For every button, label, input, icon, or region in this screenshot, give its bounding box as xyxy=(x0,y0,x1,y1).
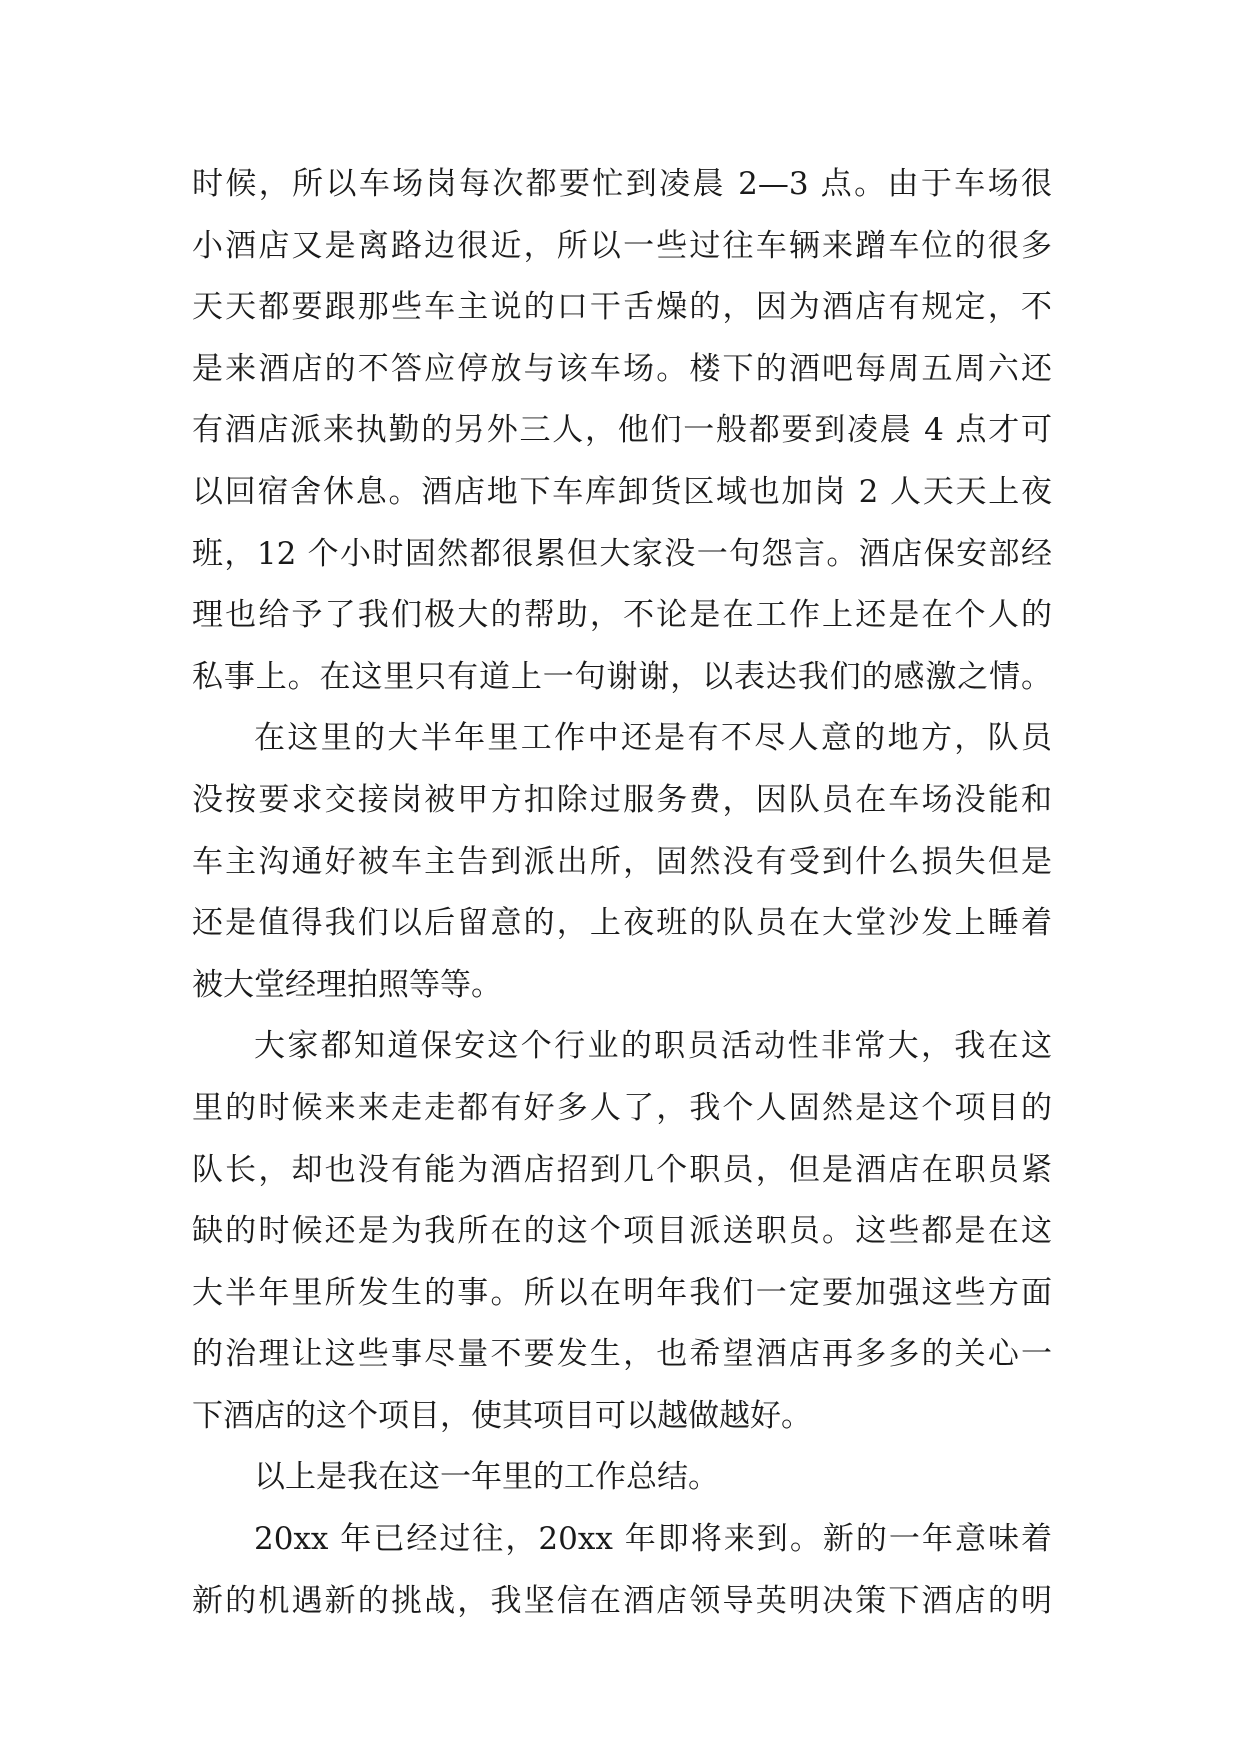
text-line: 被大堂经理拍照等等。 xyxy=(192,966,502,1003)
text-line: 班，12 个小时固然都很累但大家没一句怨言。酒店保安部经 xyxy=(192,535,1052,572)
text-line: 天天都要跟那些车主说的口干舌燥的，因为酒店有规定，不 xyxy=(192,289,1052,326)
text-line: 缺的时候还是为我所在的这个项目派送职员。这些都是在这 xyxy=(192,1213,1052,1250)
text-line: 里的时候来来走走都有好多人了，我个人固然是这个项目的 xyxy=(192,1089,1052,1126)
text-line: 大半年里所发生的事。所以在明年我们一定要加强这些方面 xyxy=(192,1274,1052,1311)
text-line: 的治理让这些事尽量不要发生，也希望酒店再多多的关心一 xyxy=(192,1336,1052,1373)
text-line: 下酒店的这个项目，使其项目可以越做越好。 xyxy=(192,1397,812,1434)
text-line: 在这里的大半年里工作中还是有不尽人意的地方，队员 xyxy=(254,720,1052,757)
text-line: 新的机遇新的挑战，我坚信在酒店领导英明决策下酒店的明 xyxy=(192,1582,1052,1619)
text-line: 没按要求交接岗被甲方扣除过服务费，因队员在车场没能和 xyxy=(192,781,1052,818)
text-line: 小酒店又是离路边很近，所以一些过往车辆来蹭车位的很多 xyxy=(192,227,1052,264)
text-line: 时候，所以车场岗每次都要忙到凌晨 2—3 点。由于车场很 xyxy=(192,166,1052,202)
text-line: 还是值得我们以后留意的，上夜班的队员在大堂沙发上睡着 xyxy=(192,905,1052,942)
text-line: 有酒店派来执勤的另外三人，他们一般都要到凌晨 4 点才可 xyxy=(192,412,1052,449)
body-text xyxy=(192,154,1052,1632)
text-line: 理也给予了我们极大的帮助，不论是在工作上还是在个人的 xyxy=(192,597,1052,634)
text-line: 是来酒店的不答应停放与该车场。楼下的酒吧每周五周六还 xyxy=(192,350,1052,387)
text-line: 以回宿舍休息。酒店地下车库卸货区域也加岗 2 人天天上夜 xyxy=(192,473,1052,510)
text-line: 大家都知道保安这个行业的职员活动性非常大，我在这 xyxy=(254,1028,1052,1065)
text-line: 20xx 年已经过往，20xx 年即将来到。新的一年意味着 xyxy=(254,1521,1052,1558)
text-line: 以上是我在这一年里的工作总结。 xyxy=(254,1459,719,1496)
text-line: 队长，却也没有能为酒店招到几个职员，但是酒店在职员紧 xyxy=(192,1151,1052,1188)
text-line: 车主沟通好被车主告到派出所，固然没有受到什么损失但是 xyxy=(192,843,1052,880)
text-line: 私事上。在这里只有道上一句谢谢，以表达我们的感激之情。 xyxy=(192,658,1052,695)
